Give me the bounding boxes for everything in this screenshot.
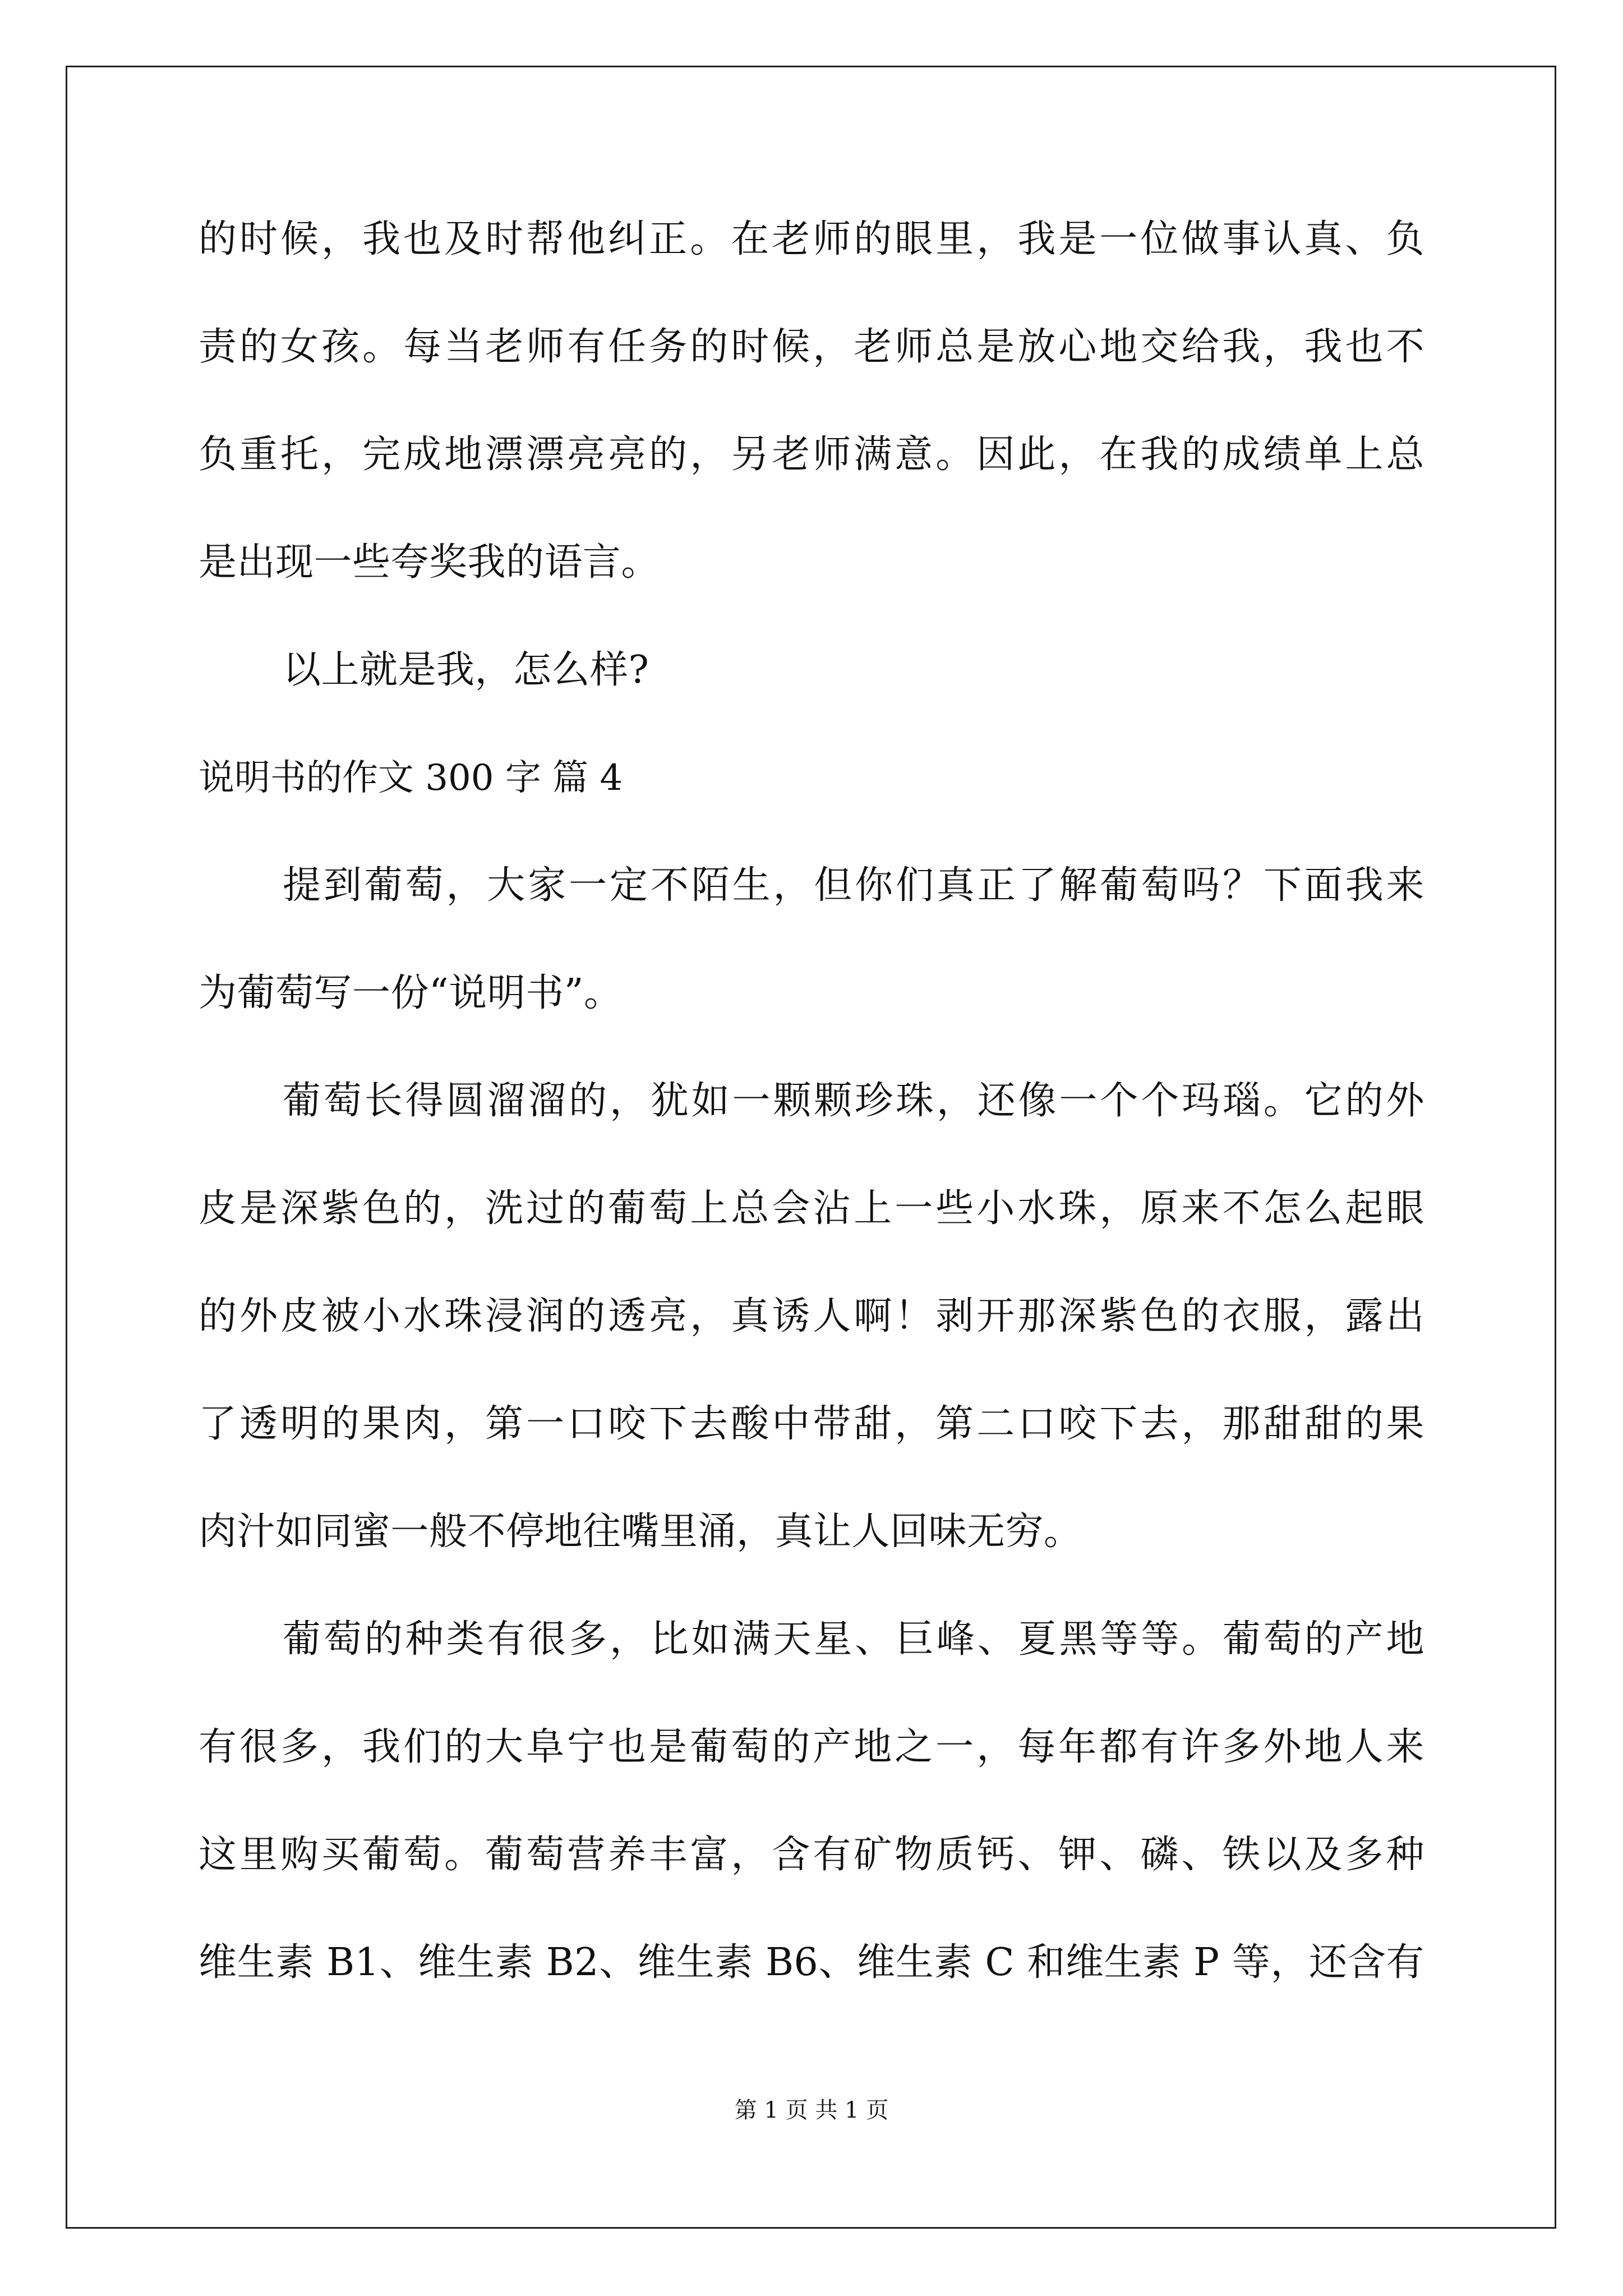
body-line-16: 这里购买葡萄。葡萄营养丰富，含有矿物质钙、钾、磷、铁以及多种 bbox=[199, 1833, 1424, 1877]
body-line-7: 提到葡萄，大家一定不陌生，但你们真正了解葡萄吗？下面我来 bbox=[283, 863, 1424, 908]
body-line-8: 为葡萄写一份“说明书”。 bbox=[199, 971, 623, 1015]
body-line-2: 责的女孩。每当老师有任务的时候，老师总是放心地交给我，我也不 bbox=[199, 325, 1424, 369]
body-line-9: 葡萄长得圆溜溜的，犹如一颗颗珍珠，还像一个个玛瑙。它的外 bbox=[283, 1079, 1424, 1123]
body-line-3: 负重托，完成地漂漂亮亮的，另老师满意。因此，在我的成绩单上总 bbox=[199, 432, 1424, 477]
body-line-1: 的时候，我也及时帮他纠正。在老师的眼里，我是一位做事认真、负 bbox=[199, 217, 1424, 261]
body-line-4: 是出现一些夸奖我的语言。 bbox=[199, 540, 660, 585]
body-line-5: 以上就是我，怎么样? bbox=[283, 648, 649, 692]
body-line-11: 的外皮被小水珠浸润的透亮，真诱人啊！剥开那深紫色的衣服，露出 bbox=[199, 1294, 1424, 1338]
body-line-10: 皮是深紫色的，洗过的葡萄上总会沾上一些小水珠，原来不怎么起眼 bbox=[199, 1186, 1424, 1231]
body-line-15: 有很多，我们的大阜宁也是葡萄的产地之一，每年都有许多外地人来 bbox=[199, 1725, 1424, 1769]
body-line-12: 了透明的果肉，第一口咬下去酸中带甜，第二口咬下去，那甜甜的果 bbox=[199, 1402, 1424, 1446]
page-border bbox=[66, 66, 1556, 2229]
page-footer: 第 1 页 共 1 页 bbox=[734, 2097, 889, 2123]
body-line-13: 肉汁如同蜜一般不停地往嘴里涌，真让人回味无穷。 bbox=[199, 1510, 1082, 1554]
body-line-17: 维生素 B1、维生素 B2、维生素 B6、维生素 C 和维生素 P 等，还含有 bbox=[199, 1940, 1424, 1985]
section-heading: 说明书的作文 300 字 篇 4 bbox=[199, 757, 623, 799]
body-line-14: 葡萄的种类有很多，比如满天星、巨峰、夏黑等等。葡萄的产地 bbox=[283, 1617, 1424, 1662]
